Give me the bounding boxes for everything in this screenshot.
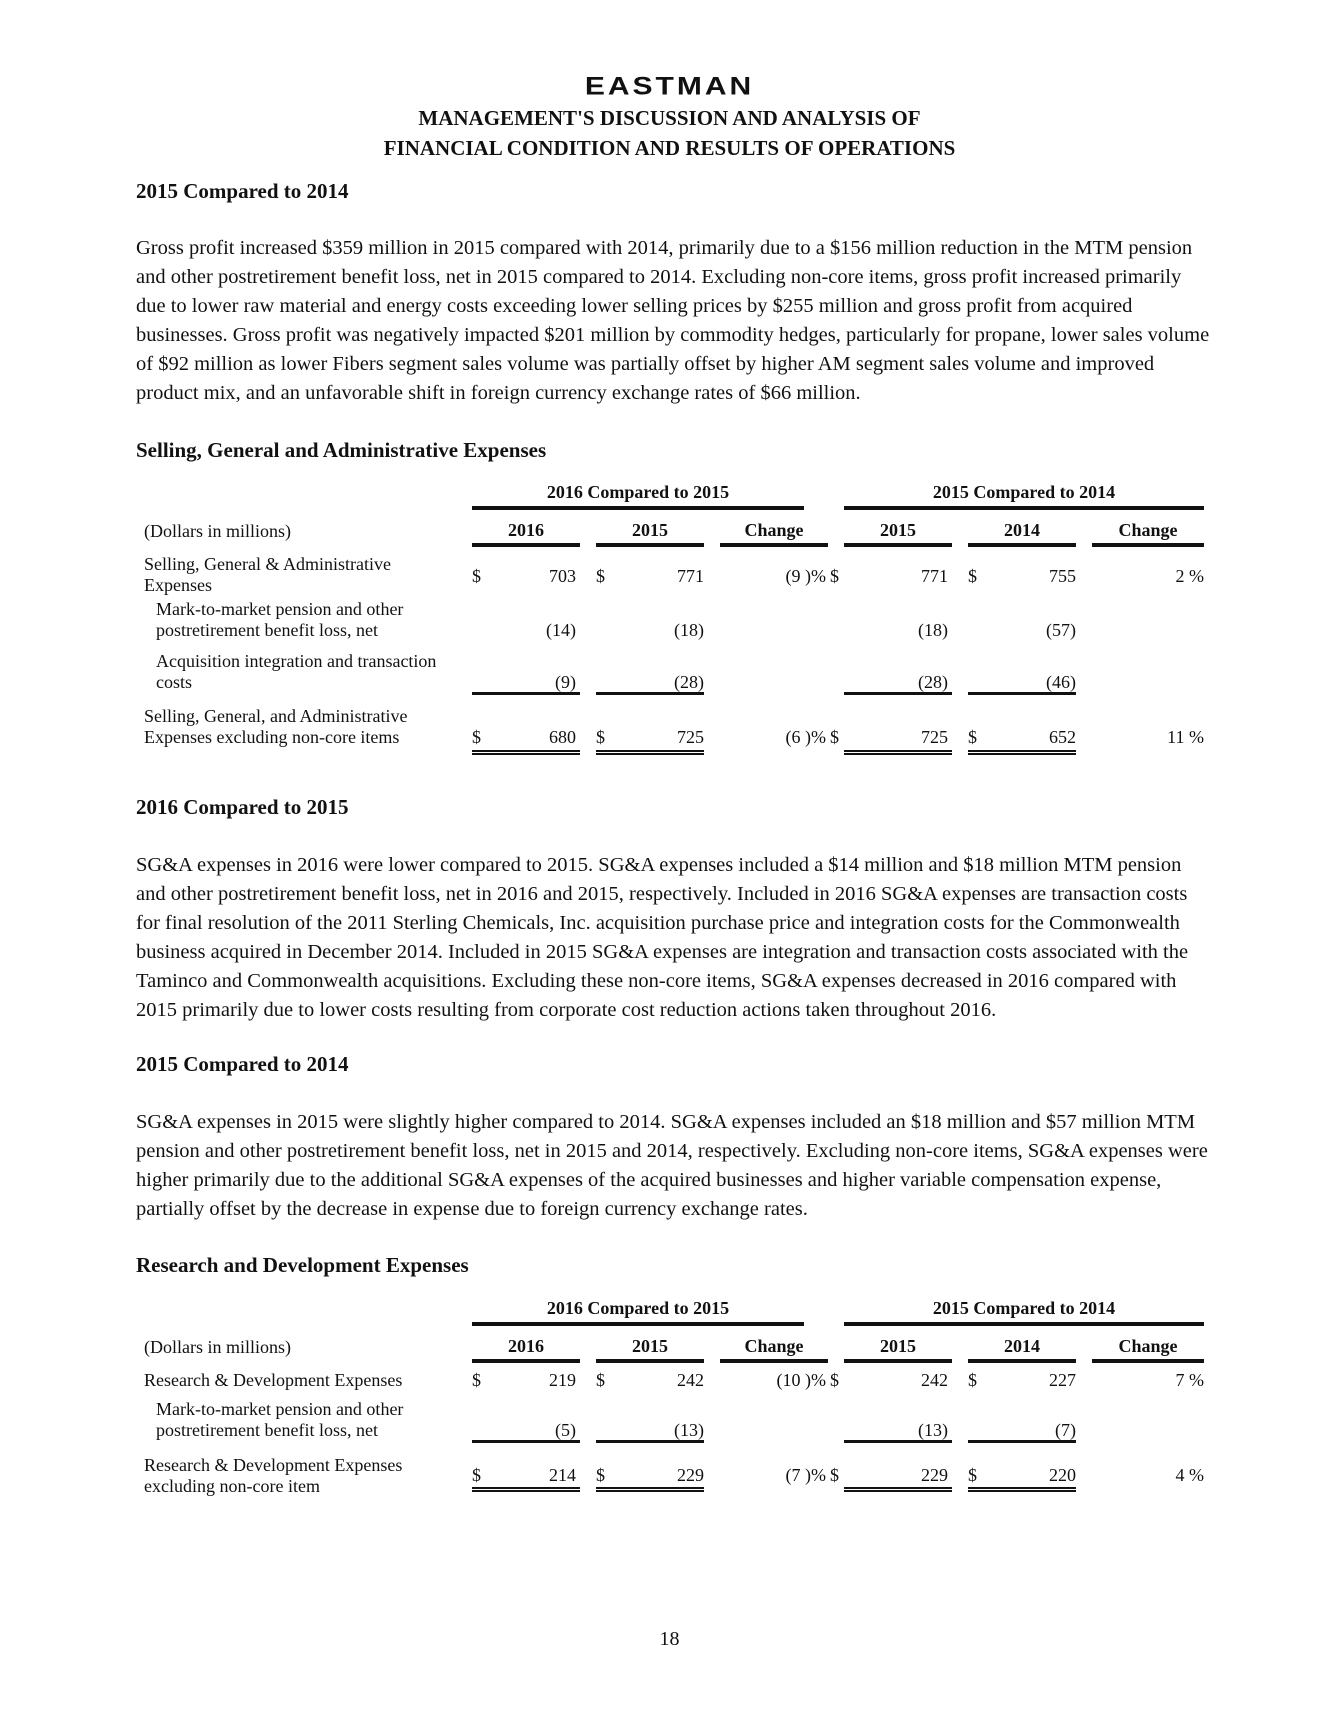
value-cell: 725 <box>921 727 948 747</box>
currency-symbol: $ <box>472 566 481 586</box>
sga-table <box>136 482 1211 762</box>
value-cell: (5) <box>555 1420 576 1440</box>
row-label: Acquisition integration and transaction costs <box>156 651 437 692</box>
change-cell: (9 )% <box>785 566 826 586</box>
row-label: Selling, General & Administrative Expenses <box>144 554 391 595</box>
value-cell: (9) <box>555 672 576 692</box>
group-header: 2015 Compared to 2014 <box>844 1298 1204 1326</box>
currency-symbol: $ <box>968 1465 977 1485</box>
column-header: Change <box>720 517 828 547</box>
total-rule <box>844 1487 952 1492</box>
value-cell: 220 <box>1049 1465 1076 1485</box>
value-cell: 219 <box>549 1370 576 1390</box>
column-header: Change <box>1092 517 1204 547</box>
value-cell: 227 <box>1049 1370 1076 1390</box>
change-cell: 4 % <box>1175 1465 1204 1485</box>
row-label: Research & Development Expenses excluding non-core item <box>144 1455 403 1496</box>
subtotal-rule <box>596 692 704 695</box>
rd-heading: Research and Development Expenses <box>136 1253 469 1277</box>
currency-symbol: $ <box>472 1370 481 1390</box>
total-rule <box>596 750 704 755</box>
subtotal-rule <box>968 1440 1076 1443</box>
change-cell: (7 )% <box>785 1465 826 1485</box>
sga-2015-paragraph: SG&A expenses in 2015 were slightly higher compared to 2014. SG&A expenses included an $18 million and $57 million MTM pension and other postretirement benefit loss, net in 2015 and 2014, respectively. Excluding non-core items, SG&A expenses were higher primarily due to the additional SG&A expenses of the acquired businesses and higher variable compensation expense, partially offset by the decrease in expense due to foreign currency exchange rates. <box>136 1111 1208 1220</box>
change-cell: 7 % <box>1175 1370 1204 1390</box>
value-cell: (18) <box>674 620 704 640</box>
value-cell: 771 <box>677 566 704 586</box>
rd-table <box>136 1298 1211 1508</box>
change-cell: 11 % <box>1167 727 1204 747</box>
sga-2016-heading: 2016 Compared to 2015 <box>136 795 349 819</box>
currency-symbol: $ <box>596 1370 605 1390</box>
change-cell: 2 % <box>1175 566 1204 586</box>
group-header: 2015 Compared to 2014 <box>844 482 1204 510</box>
value-cell: 214 <box>549 1465 576 1485</box>
report-title-line2: FINANCIAL CONDITION AND RESULTS OF OPERATIONS <box>383 136 956 160</box>
value-cell: (28) <box>918 672 948 692</box>
column-header: 2015 <box>844 517 952 547</box>
value-cell: (14) <box>546 620 576 640</box>
currency-symbol: $ <box>472 727 481 747</box>
units-label: (Dollars in millions) <box>144 521 291 541</box>
currency-symbol: $ <box>596 566 605 586</box>
total-rule <box>844 750 952 755</box>
column-header: 2014 <box>968 1333 1076 1363</box>
currency-symbol: $ <box>968 727 977 747</box>
row-label: Mark-to-market pension and other postretirement benefit loss, net <box>156 1399 404 1440</box>
value-cell: (13) <box>918 1420 948 1440</box>
value-cell: 229 <box>677 1465 704 1485</box>
report-title-line1: MANAGEMENT'S DISCUSSION AND ANALYSIS OF <box>418 106 921 130</box>
value-cell: 242 <box>677 1370 704 1390</box>
sga-2016-paragraph: SG&A expenses in 2016 were lower compared to 2015. SG&A expenses included a $14 million and $18 million MTM pension and other postretirement benefit loss, net in 2016 and 2015, respectively. Included in 2016 SG&A expenses are transaction costs for final resolution of the 2011 Sterling Chemicals, Inc. acquisition purchase price and integration costs for the Commonwealth business acquired in December 2014. Included in 2015 SG&A expenses are integration and transaction costs associated with the Taminco and Commonwealth acquisitions. Excluding these non-core items, SG&A expenses decreased in 2016 compared with 2015 primarily due to lower costs resulting from corporate cost reduction actions taken throughout 2016. <box>136 854 1189 1021</box>
value-cell: 755 <box>1049 566 1076 586</box>
subtotal-rule <box>968 692 1076 695</box>
row-label: Mark-to-market pension and other postretirement benefit loss, net <box>156 599 404 640</box>
currency-symbol: $ <box>830 566 839 586</box>
value-cell: 242 <box>921 1370 948 1390</box>
value-cell: 680 <box>549 727 576 747</box>
value-cell: 725 <box>677 727 704 747</box>
subtotal-rule <box>596 1440 704 1443</box>
value-cell: 703 <box>549 566 576 586</box>
currency-symbol: $ <box>830 1370 839 1390</box>
group-header: 2016 Compared to 2015 <box>472 1298 804 1326</box>
value-cell: (18) <box>918 620 948 640</box>
units-label: (Dollars in millions) <box>144 1337 291 1357</box>
currency-symbol: $ <box>596 727 605 747</box>
subtotal-rule <box>844 1440 952 1443</box>
row-label: Research & Development Expenses <box>144 1370 403 1390</box>
total-rule <box>596 1487 704 1492</box>
sga-heading: Selling, General and Administrative Expenses <box>136 438 547 462</box>
value-cell: (13) <box>674 1420 704 1440</box>
currency-symbol: $ <box>596 1465 605 1485</box>
column-header: Change <box>1092 1333 1204 1363</box>
subtotal-rule <box>472 692 580 695</box>
value-cell: (57) <box>1046 620 1076 640</box>
change-cell: (6 )% <box>785 727 826 747</box>
currency-symbol: $ <box>472 1465 481 1485</box>
column-header: 2015 <box>596 1333 704 1363</box>
currency-symbol: $ <box>968 1370 977 1390</box>
subtotal-rule <box>844 692 952 695</box>
subtotal-rule <box>472 1440 580 1443</box>
currency-symbol: $ <box>830 727 839 747</box>
currency-symbol: $ <box>830 1465 839 1485</box>
column-header: 2014 <box>968 517 1076 547</box>
column-header: 2015 <box>596 517 704 547</box>
total-rule <box>472 1487 580 1492</box>
page-number: 18 <box>659 1628 680 1650</box>
sga-2015-heading: 2015 Compared to 2014 <box>136 1052 349 1076</box>
column-header: 2016 <box>472 517 580 547</box>
value-cell: 652 <box>1049 727 1076 747</box>
change-cell: (10 )% <box>776 1370 826 1390</box>
column-header: 2016 <box>472 1333 580 1363</box>
value-cell: (28) <box>674 672 704 692</box>
value-cell: 229 <box>921 1465 948 1485</box>
total-rule <box>968 750 1076 755</box>
total-rule <box>472 750 580 755</box>
group-header: 2016 Compared to 2015 <box>472 482 804 510</box>
row-label: Selling, General, and Administrative Expenses excluding non-core items <box>144 706 408 747</box>
eastman-logo: EASTMAN <box>584 73 755 101</box>
gross-profit-paragraph: Gross profit increased $359 million in 2015 compared with 2014, primarily due to a $156 million reduction in the MTM pension and other postretirement benefit loss, net in 2015 compared to 2014. Excluding non-core items, gross profit increased primarily due to lower raw material and energy costs exceeding lower selling prices by $255 million and gross profit from acquired businesses. Gross profit was negatively impacted $201 million by commodity hedges, particularly for propane, lower sales volume of $92 million as lower Fibers segment sales volume was partially offset by higher AM segment sales volume and improved product mix, and an unfavorable shift in foreign currency exchange rates of $66 million. <box>136 237 1210 404</box>
value-cell: (46) <box>1046 672 1076 692</box>
total-rule <box>968 1487 1076 1492</box>
column-header: Change <box>720 1333 828 1363</box>
value-cell: 771 <box>921 566 948 586</box>
currency-symbol: $ <box>968 566 977 586</box>
gross-profit-heading: 2015 Compared to 2014 <box>136 179 349 203</box>
value-cell: (7) <box>1055 1420 1076 1440</box>
column-header: 2015 <box>844 1333 952 1363</box>
